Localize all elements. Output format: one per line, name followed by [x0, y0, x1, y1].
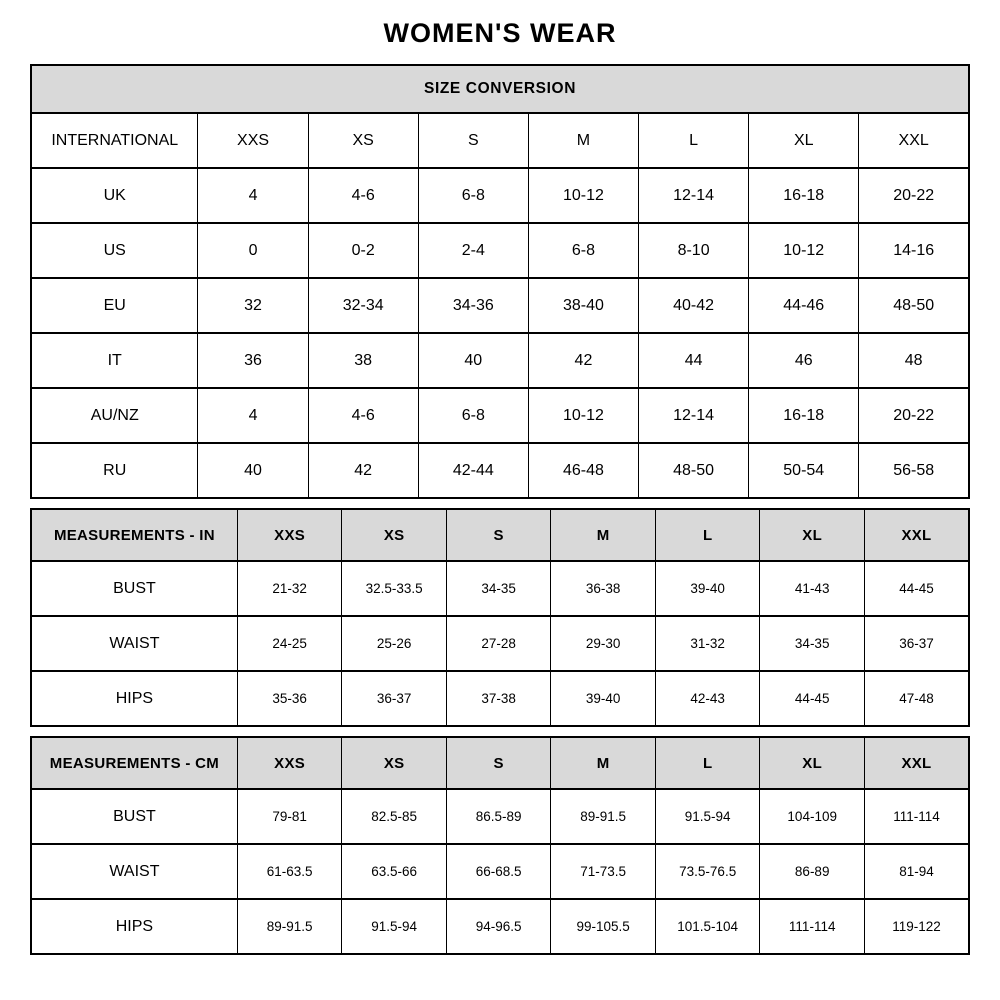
table-row: [31, 113, 969, 168]
table-cell: 66-68.5: [446, 844, 551, 899]
row-label: US: [31, 223, 198, 278]
table-cell: 10-12: [528, 168, 638, 223]
row-label: UK: [31, 168, 198, 223]
table-cell: 34-35: [446, 561, 551, 616]
table-row: [31, 443, 969, 498]
table-row: [31, 388, 969, 443]
table-cell: 34-36: [418, 278, 528, 333]
table-cell: 35-36: [237, 671, 342, 726]
table-cell: 119-122: [864, 899, 969, 954]
row-label: RU: [31, 443, 198, 498]
table-cell: 111-114: [760, 899, 865, 954]
size-conversion-table: [30, 64, 970, 499]
row-label: BUST: [31, 561, 237, 616]
table-cell: 79-81: [237, 789, 342, 844]
table-cell: 14-16: [859, 223, 969, 278]
table-cell: 16-18: [749, 388, 859, 443]
column-header-size: M: [528, 113, 638, 168]
column-header-size: XS: [308, 113, 418, 168]
table-cell: 2-4: [418, 223, 528, 278]
table-cell: 61-63.5: [237, 844, 342, 899]
table-cell: 86-89: [760, 844, 865, 899]
table-row: [31, 899, 969, 954]
table-cell: 16-18: [749, 168, 859, 223]
table-cell: 42-44: [418, 443, 528, 498]
table-header-row: [31, 509, 969, 561]
column-header-size: XXL: [859, 113, 969, 168]
table-row: [31, 333, 969, 388]
table-cell: 12-14: [639, 388, 749, 443]
column-header-size: XS: [342, 509, 447, 561]
column-header-size: XL: [760, 737, 865, 789]
table-cell: 101.5-104: [655, 899, 760, 954]
table-cell: 4: [198, 168, 308, 223]
table-cell: 89-91.5: [237, 899, 342, 954]
table-cell: 104-109: [760, 789, 865, 844]
table-cell: 111-114: [864, 789, 969, 844]
table-cell: 36: [198, 333, 308, 388]
table-cell: 48: [859, 333, 969, 388]
row-label: WAIST: [31, 844, 237, 899]
table-row: [31, 616, 969, 671]
column-header-size: XL: [749, 113, 859, 168]
table-cell: 42: [308, 443, 418, 498]
table-row: [31, 278, 969, 333]
table-cell: 10-12: [528, 388, 638, 443]
table-cell: 36-38: [551, 561, 656, 616]
size-conversion-header: SIZE CONVERSION: [31, 65, 969, 113]
table-cell: 34-35: [760, 616, 865, 671]
table-row: [31, 844, 969, 899]
table-cell: 32: [198, 278, 308, 333]
row-label: EU: [31, 278, 198, 333]
table-cell: 0: [198, 223, 308, 278]
column-header-size: S: [446, 509, 551, 561]
table-cell: 21-32: [237, 561, 342, 616]
table-cell: 6-8: [418, 168, 528, 223]
table-cell: 25-26: [342, 616, 447, 671]
table-cell: 20-22: [859, 168, 969, 223]
column-header-size: M: [551, 509, 656, 561]
row-label: HIPS: [31, 899, 237, 954]
table-cell: 4-6: [308, 388, 418, 443]
table-cell: 8-10: [639, 223, 749, 278]
table-cell: 6-8: [528, 223, 638, 278]
table-cell: 71-73.5: [551, 844, 656, 899]
table-cell: 29-30: [551, 616, 656, 671]
column-header-size: XXS: [198, 113, 308, 168]
table-row: [31, 168, 969, 223]
table-cell: 46-48: [528, 443, 638, 498]
table-cell: 32-34: [308, 278, 418, 333]
column-header-size: XL: [760, 509, 865, 561]
table-header-row: [31, 65, 969, 113]
table-cell: 39-40: [551, 671, 656, 726]
table-cell: 42: [528, 333, 638, 388]
table-row: [31, 671, 969, 726]
table-row: [31, 223, 969, 278]
table-cell: 81-94: [864, 844, 969, 899]
row-label: BUST: [31, 789, 237, 844]
table-cell: 6-8: [418, 388, 528, 443]
column-header-size: M: [551, 737, 656, 789]
table-cell: 47-48: [864, 671, 969, 726]
table-cell: 40: [418, 333, 528, 388]
table-cell: 50-54: [749, 443, 859, 498]
table-cell: 31-32: [655, 616, 760, 671]
table-cell: 32.5-33.5: [342, 561, 447, 616]
table-cell: 4-6: [308, 168, 418, 223]
column-header-international: INTERNATIONAL: [31, 113, 198, 168]
measurements-in-table: [30, 508, 970, 727]
row-label: IT: [31, 333, 198, 388]
column-header-size: L: [655, 737, 760, 789]
table-cell: 40: [198, 443, 308, 498]
page-title: WOMEN'S WEAR: [383, 18, 617, 48]
table-cell: 48-50: [859, 278, 969, 333]
column-header-size: XXL: [864, 737, 969, 789]
table-cell: 56-58: [859, 443, 969, 498]
table-cell: 89-91.5: [551, 789, 656, 844]
table-cell: 10-12: [749, 223, 859, 278]
column-header-size: L: [639, 113, 749, 168]
column-header-size: XXS: [237, 509, 342, 561]
table-row: [31, 789, 969, 844]
column-header-size: S: [446, 737, 551, 789]
table-cell: 40-42: [639, 278, 749, 333]
table-cell: 94-96.5: [446, 899, 551, 954]
table-cell: 24-25: [237, 616, 342, 671]
table-cell: 44: [639, 333, 749, 388]
table-cell: 91.5-94: [655, 789, 760, 844]
column-header-size: L: [655, 509, 760, 561]
table-cell: 48-50: [639, 443, 749, 498]
table-row: [31, 561, 969, 616]
table-cell: 73.5-76.5: [655, 844, 760, 899]
table-cell: 27-28: [446, 616, 551, 671]
table-cell: 46: [749, 333, 859, 388]
table-cell: 91.5-94: [342, 899, 447, 954]
table-cell: 44-45: [864, 561, 969, 616]
table-cell: 36-37: [342, 671, 447, 726]
table-cell: 38-40: [528, 278, 638, 333]
table-cell: 42-43: [655, 671, 760, 726]
measurements-header: MEASUREMENTS - CM: [31, 737, 237, 789]
table-header-row: [31, 737, 969, 789]
table-cell: 37-38: [446, 671, 551, 726]
measurements-header: MEASUREMENTS - IN: [31, 509, 237, 561]
table-cell: 86.5-89: [446, 789, 551, 844]
column-header-size: XXS: [237, 737, 342, 789]
table-cell: 36-37: [864, 616, 969, 671]
table-cell: 20-22: [859, 388, 969, 443]
column-header-size: S: [418, 113, 528, 168]
table-cell: 39-40: [655, 561, 760, 616]
table-cell: 12-14: [639, 168, 749, 223]
table-cell: 44-45: [760, 671, 865, 726]
table-cell: 63.5-66: [342, 844, 447, 899]
row-label: HIPS: [31, 671, 237, 726]
column-header-size: XS: [342, 737, 447, 789]
row-label: AU/NZ: [31, 388, 198, 443]
table-cell: 44-46: [749, 278, 859, 333]
column-header-size: XXL: [864, 509, 969, 561]
table-cell: 99-105.5: [551, 899, 656, 954]
table-cell: 0-2: [308, 223, 418, 278]
table-cell: 41-43: [760, 561, 865, 616]
table-cell: 82.5-85: [342, 789, 447, 844]
measurements-cm-table: [30, 736, 970, 955]
table-cell: 38: [308, 333, 418, 388]
row-label: WAIST: [31, 616, 237, 671]
table-cell: 4: [198, 388, 308, 443]
